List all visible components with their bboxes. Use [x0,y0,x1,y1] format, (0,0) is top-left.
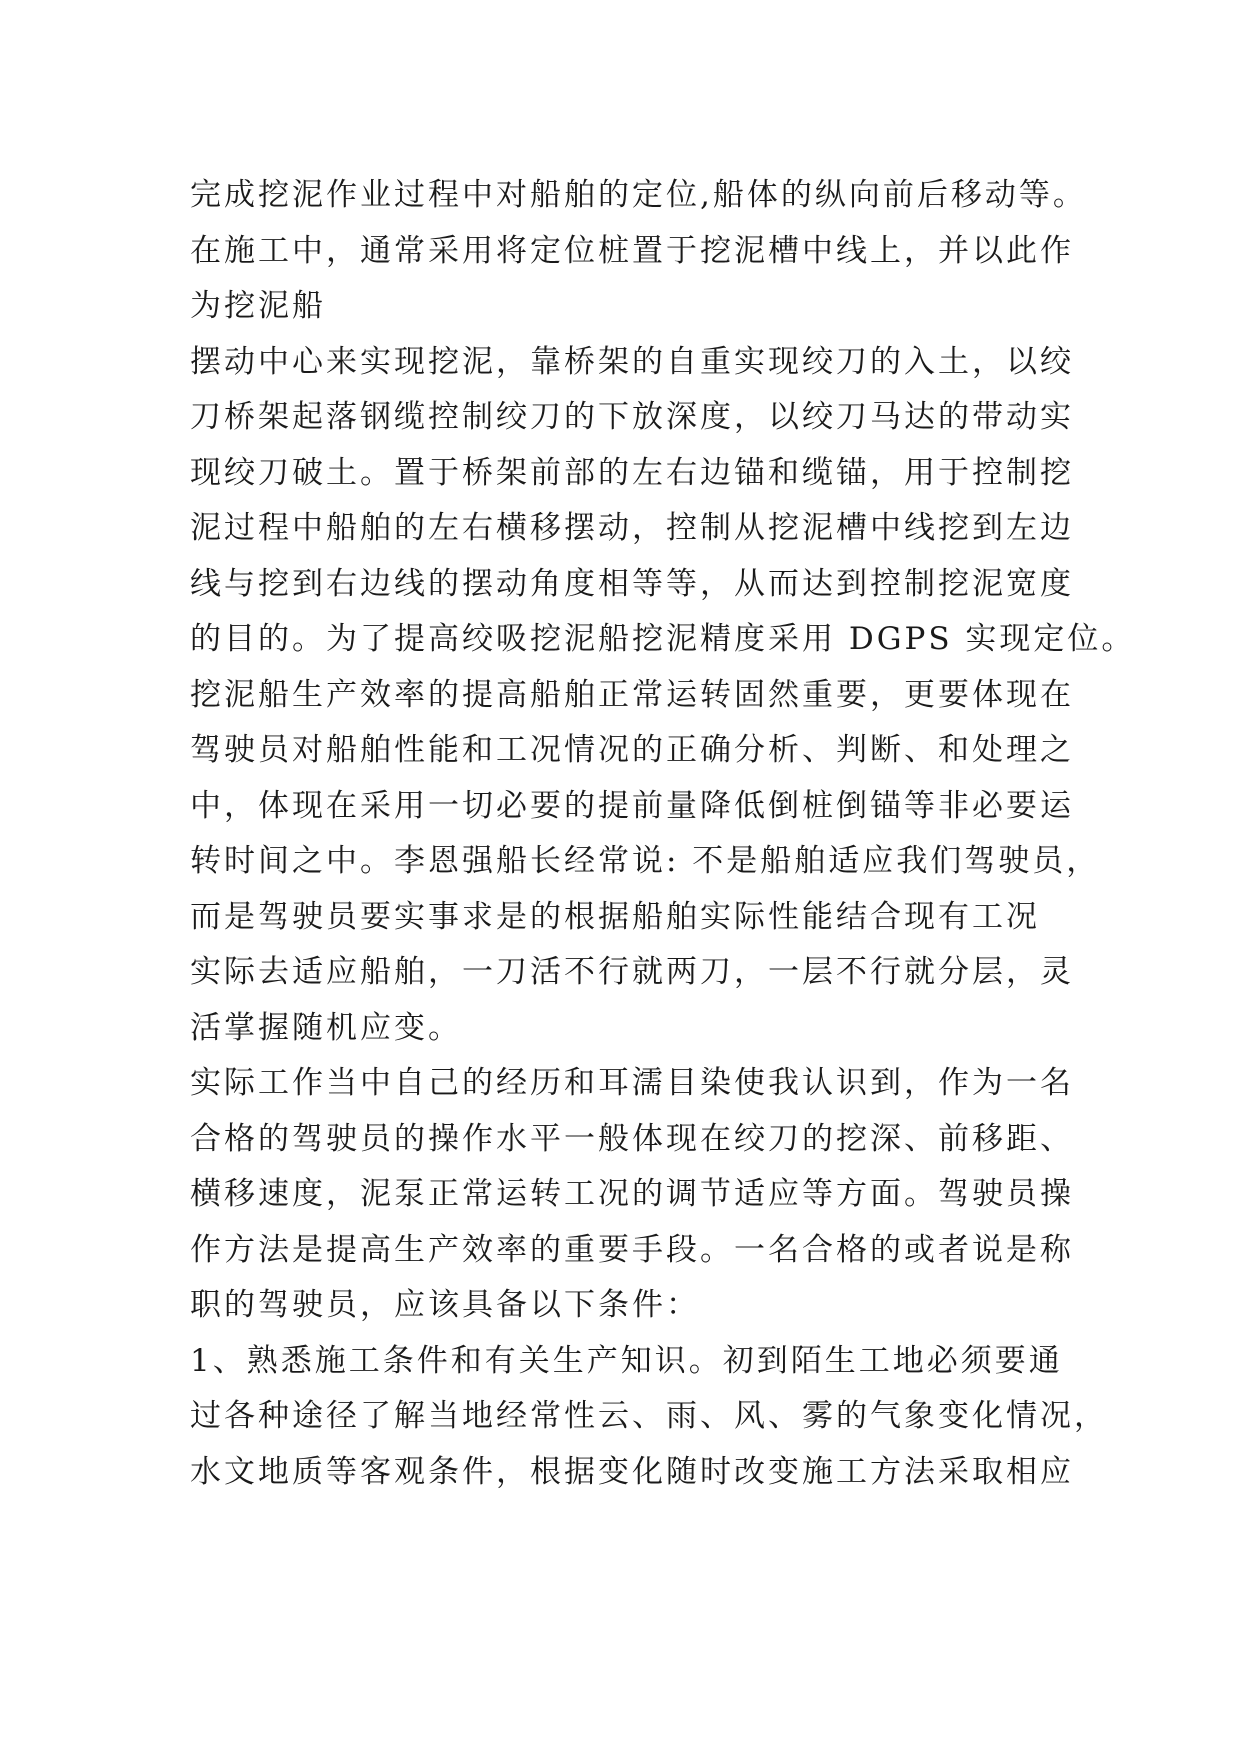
text-line: 水文地质等客观条件，根据变化随时改变施工方法采取相应 [190,1453,1074,1490]
text-line: 泥过程中船舶的左右横移摆动，控制从挖泥槽中线挖到左边 [190,510,1074,546]
text-line: 中，体现在采用一切必要的提前量降低倒桩倒锚等非必要运 [190,787,1074,824]
text-line: 过各种途径了解当地经常性云、雨、风、雾的气象变化情况， [190,1398,1108,1434]
text-line: 作方法是提高生产效率的重要手段。一名合格的或者说是称 [190,1231,1074,1268]
text-line: 合格的驾驶员的操作水平一般体现在绞刀的挖深、前移距、 [190,1120,1074,1157]
text-line: 职的驾驶员，应该具备以下条件： [190,1287,700,1323]
text-line: 现绞刀破土。置于桥架前部的左右边锚和缆锚，用于控制挖 [190,454,1074,491]
body-text [190,168,1210,1500]
text-line: 线与挖到右边线的摆动角度相等等，从而达到控制挖泥宽度 [190,565,1074,602]
text-line: 挖泥船生产效率的提高船舶正常运转固然重要，更要体现在 [190,676,1074,713]
text-line: 实际去适应船舶，一刀活不行就两刀，一层不行就分层，灵 [190,954,1074,990]
text-line: 而是驾驶员要实事求是的根据船舶实际性能结合现有工况 [190,898,1040,935]
text-line: 实际工作当中自己的经历和耳濡目染使我认识到，作为一名 [190,1065,1074,1101]
text-line: 刀桥架起落钢缆控制绞刀的下放深度，以绞刀马达的带动实 [190,399,1074,435]
text-line: 转时间之中。李恩强船长经常说: 不是船舶适应我们驾驶员， [190,843,1101,879]
text-line: 完成挖泥作业过程中对船舶的定位,船体的纵向前后移动等。 [190,177,1087,213]
text-line: 驾驶员对船舶性能和工况情况的正确分析、判断、和处理之 [190,732,1074,768]
text-line: 在施工中，通常采用将定位桩置于挖泥槽中线上，并以此作 [190,232,1074,269]
text-line: 摆动中心来实现挖泥，靠桥架的自重实现绞刀的入土，以绞 [190,343,1074,380]
text-line: 为挖泥船 [190,288,326,324]
text-line: 1、熟悉施工条件和有关生产知识。初到陌生工地必须要通 [190,1342,1063,1379]
text-line: 活掌握随机应变。 [190,1009,462,1046]
text-line: 的目的。为了提高绞吸挖泥船挖泥精度采用 DGPS 实现定位。 [190,621,1136,657]
text-line: 横移速度，泥泵正常运转工况的调节适应等方面。驾驶员操 [190,1176,1074,1212]
